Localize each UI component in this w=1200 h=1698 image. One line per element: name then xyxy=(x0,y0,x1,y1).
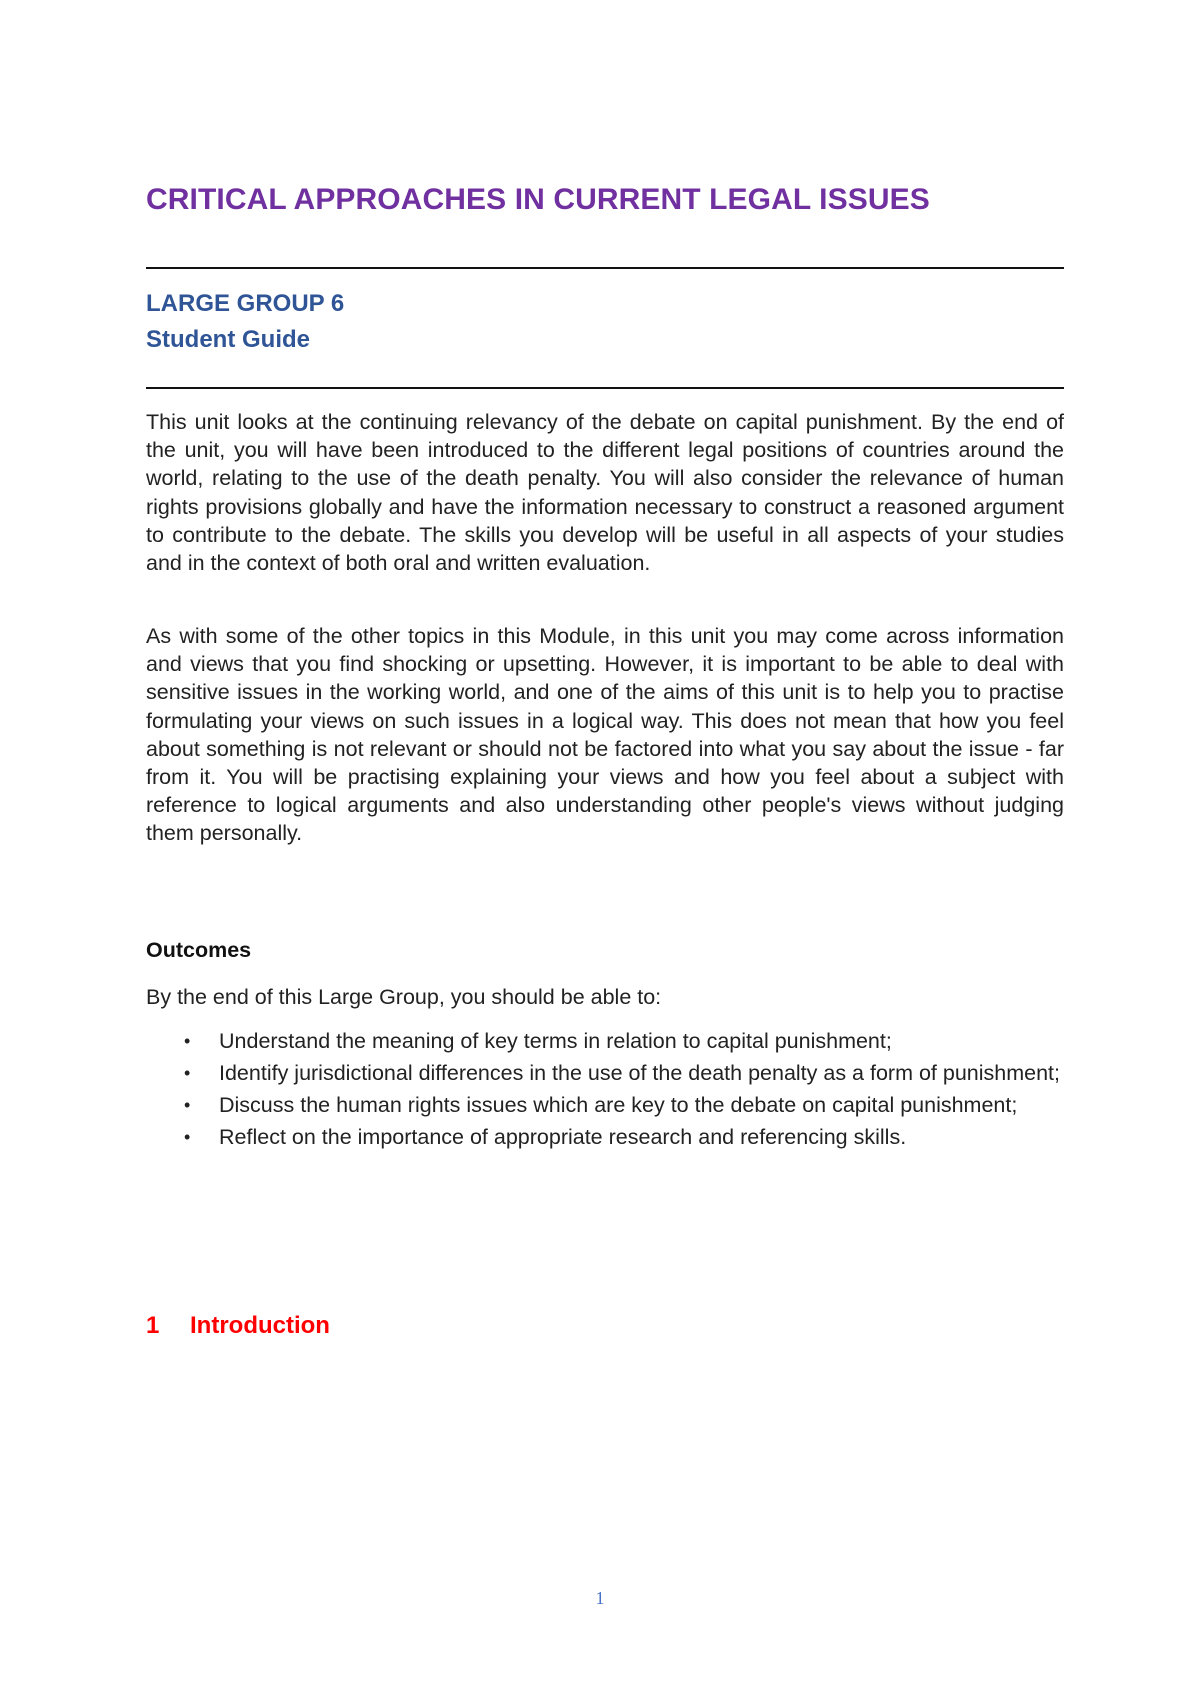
outcome-text: Understand the meaning of key terms in relation to capital punishment; xyxy=(219,1029,892,1053)
outcomes-heading: Outcomes xyxy=(146,938,252,962)
bullet-icon: • xyxy=(184,1063,191,1083)
page-number: 1 xyxy=(595,1588,605,1608)
outcome-text: Discuss the human rights issues which are key to the debate on capital punishment; xyxy=(219,1093,1018,1117)
section-number: 1 xyxy=(146,1312,160,1339)
list-item xyxy=(146,1090,1064,1120)
list-item xyxy=(146,1058,1064,1088)
outcomes-list xyxy=(146,1026,1064,1154)
bullet-icon: • xyxy=(184,1127,191,1147)
group-heading: LARGE GROUP 6 xyxy=(146,290,345,317)
outcome-text: Identify jurisdictional differences in the use of the death penalty as a form of punishment; xyxy=(219,1061,1060,1085)
intro-paragraph-2: As with some of the other topics in this Module, in this unit you may come across information and views that you find shocking or upsetting. However, it is important to be able to deal with sensitive issues in the working world, and one of the aims of this unit is to help you to practise formulating your views on such issues in a logical way. This does not mean that how you feel about something is not relevant or should not be factored into what you say about the issue - far from it. You will be practising explaining your views and how you feel about a subject with reference to logical arguments and also understanding other people's views without judging them personally. xyxy=(146,624,1064,846)
list-item xyxy=(146,1026,1064,1056)
bullet-icon: • xyxy=(184,1095,191,1115)
outcome-text: Reflect on the importance of appropriate research and referencing skills. xyxy=(219,1125,907,1149)
bullet-icon: • xyxy=(184,1031,191,1051)
document-title: CRITICAL APPROACHES IN CURRENT LEGAL ISSUES xyxy=(146,183,930,216)
intro-paragraph-1: This unit looks at the continuing relevancy of the debate on capital punishment. By the end of the unit, you will have been introduced to the different legal positions of countries around the world, relating to the use of the death penalty. You will also consider the relevance of human rights provisions globally and have the information necessary to construct a reasoned argument to contribute to the debate. The skills you develop will be useful in all aspects of your studies and in the context of both oral and written evaluation. xyxy=(146,410,1064,576)
bottom-divider xyxy=(146,387,1064,389)
section-title: Introduction xyxy=(190,1312,330,1339)
list-item xyxy=(146,1122,1064,1152)
section-heading xyxy=(146,1310,330,1342)
outcomes-intro: By the end of this Large Group, you should be able to: xyxy=(146,985,662,1009)
top-divider xyxy=(146,267,1064,269)
group-subheading: Student Guide xyxy=(146,326,310,353)
